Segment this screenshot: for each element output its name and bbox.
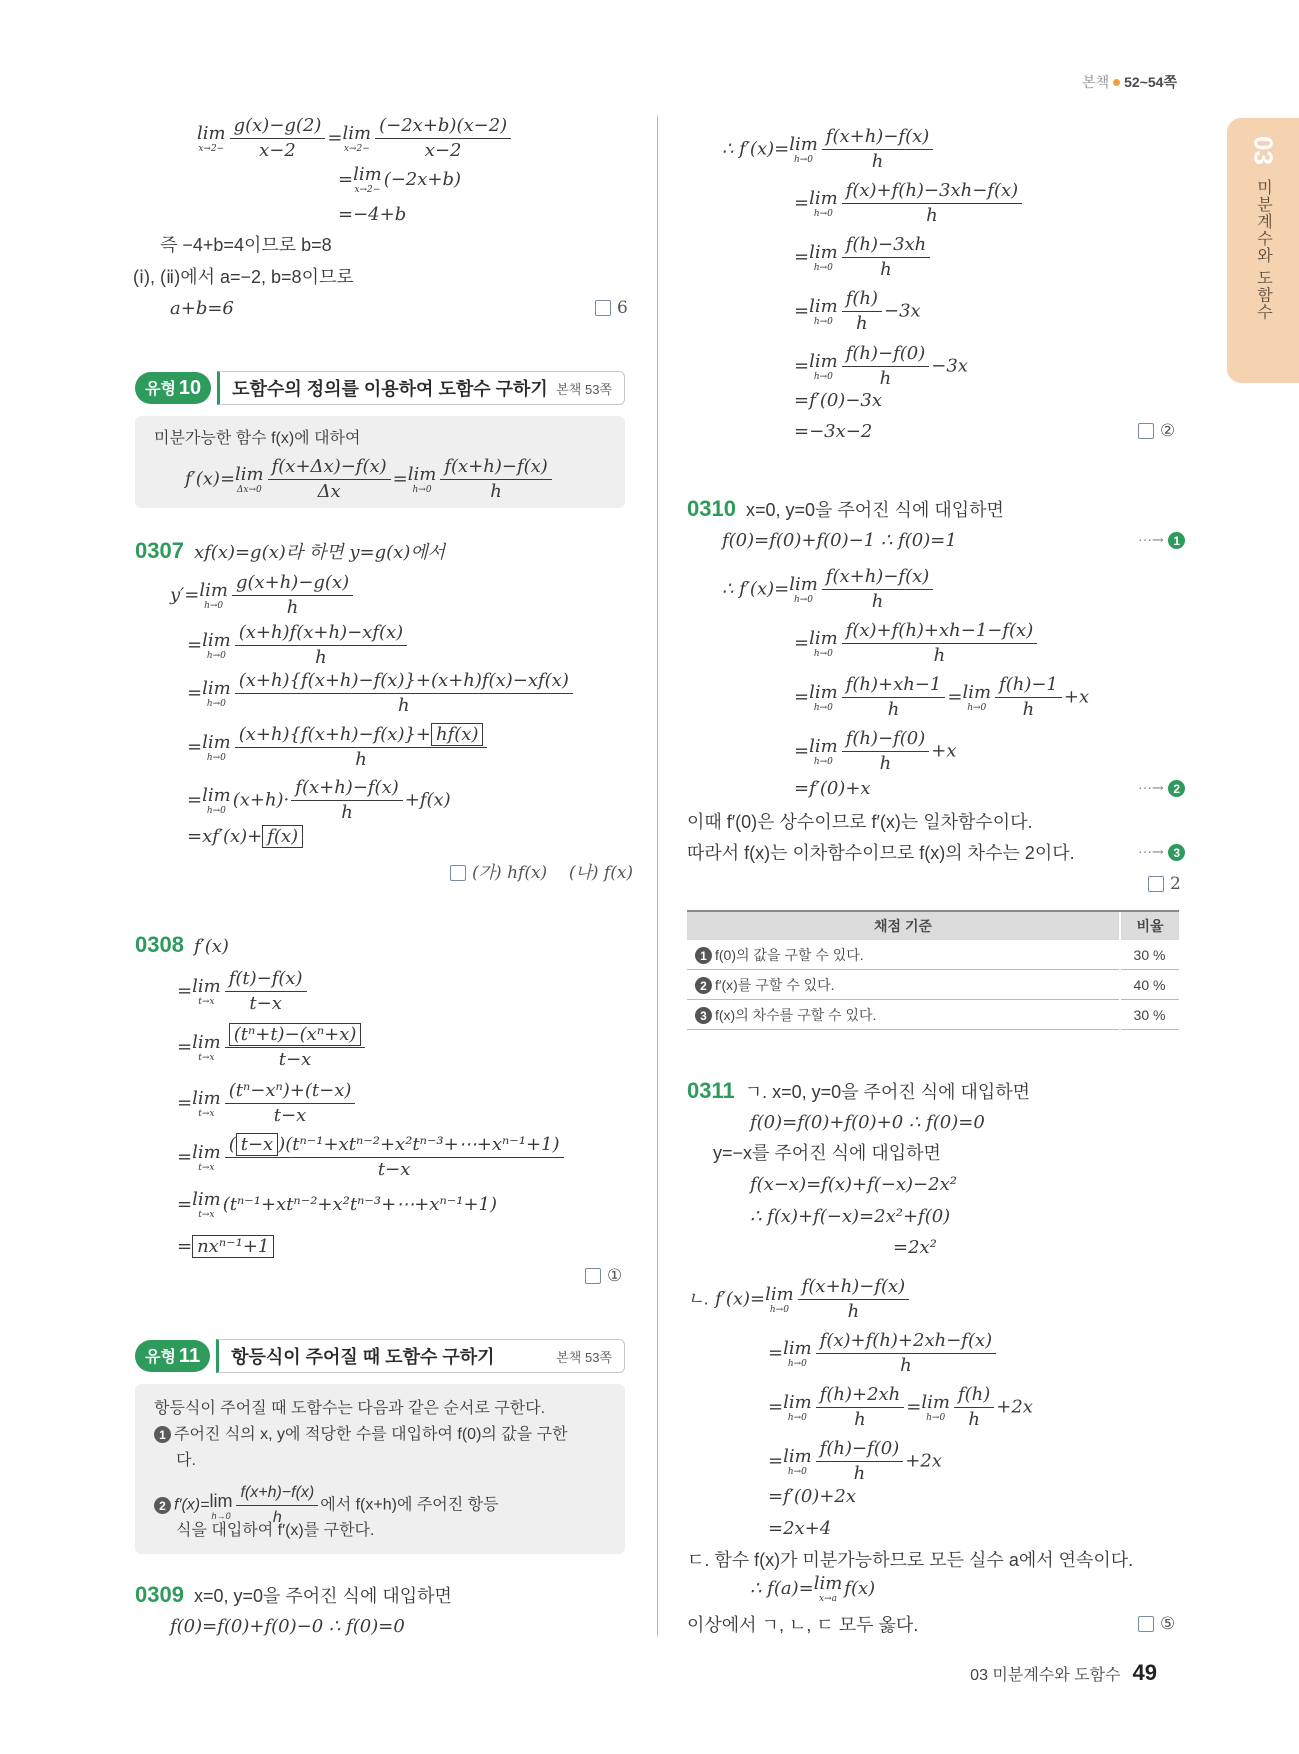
math-line: = lim t→x $\frac{\text{(tⁿ+t)−(xⁿ+x)}}{t-x}$ xyxy=(177,1024,367,1071)
table-row xyxy=(687,940,1179,970)
problem-intro: ㄱ. x=0, y=0을 주어진 식에 대입하면 xyxy=(744,1082,1031,1102)
math-line: = lim t→x $\frac{\text{(tⁿ−xⁿ)+(t−x)}}{t-x}$ xyxy=(177,1080,357,1127)
answer xyxy=(585,1266,622,1286)
type-badge: 유형 11 xyxy=(135,1340,210,1372)
math-line: ㄴ. f′(x)= lim h→0 $\frac{f(x+h)-f(x)}{h}$ xyxy=(687,1276,911,1323)
text-line: y=−x를 주어진 식에 대입하면 xyxy=(713,1143,941,1163)
math-line: = lim h→0 $\frac{f(h)-3xh}{h}$ xyxy=(794,234,932,281)
chapter-tab xyxy=(1227,118,1299,383)
math-line: f(x−x)=f(x)+f(−x)−2x² xyxy=(750,1174,957,1195)
problem-number: 0307 xyxy=(135,538,184,563)
math-line: a+b=6 xyxy=(170,298,234,319)
type-title: 항등식이 주어질 때 도함수 구하기 xyxy=(231,1347,495,1367)
math-line: ∴ f(x)+f(−x)=2x²+f(0) xyxy=(750,1206,951,1227)
problem-0307 xyxy=(135,540,445,564)
text-line: 이상에서 ㄱ, ㄴ, ㄷ 모두 옳다. xyxy=(687,1615,919,1635)
text-line: ㄷ. 함수 f(x)가 미분가능하므로 모든 실수 a에서 연속이다. xyxy=(687,1550,1134,1570)
math-line: =xf′(x)+ f(x) xyxy=(187,826,303,848)
math-line: = nxⁿ⁻¹+1 xyxy=(177,1236,274,1258)
criteria-cell: 3 f(x)의 차수를 구할 수 있다. xyxy=(687,1000,1120,1030)
math-line: f(0)=f(0)+f(0)−0 ∴ f(0)=0 xyxy=(170,1616,405,1637)
problem-0309 xyxy=(135,1584,452,1608)
concept-text: 다. xyxy=(176,1452,196,1469)
problem-number: 0308 xyxy=(135,932,184,957)
type-title-box xyxy=(217,371,625,405)
math-line: =−4+b xyxy=(338,204,407,225)
math-line: ∴ f′(x)= lim h→0 $\frac{f(x+h)-f(x)}{h}$ xyxy=(722,566,935,613)
math-line: f(0)=f(0)+f(0)+0 ∴ f(0)=0 xyxy=(750,1112,985,1133)
math-line: y′= lim h→0 $\frac{g(x+h)-g(x)}{h}$ xyxy=(170,572,355,619)
problem-number: 0311 xyxy=(687,1078,735,1103)
page-footer xyxy=(970,1660,1157,1686)
text-line: 이때 f′(0)은 상수이므로 f′(x)는 일차함수이다. xyxy=(687,812,1033,832)
math-line: = lim h→0 (x+h)· $\frac{f(x+h)-f(x)}{h}$ +f(x) xyxy=(187,777,451,823)
book-label: 본책 xyxy=(1082,74,1110,90)
math-line: lim x→2− $\frac{g(x)-g(2)}{x-2}$ = lim x→2− $\frac{(-2x+b)(x-2)}{x-2}$ xyxy=(197,115,513,162)
type-ref: 본책 53쪽 xyxy=(556,381,612,397)
math-line: =−3x−2 xyxy=(794,421,873,442)
type-badge: 유형 10 xyxy=(135,372,211,404)
step-mark: ⋯→ 3 xyxy=(1138,844,1188,861)
page-number: 49 xyxy=(1132,1660,1157,1685)
table-header-ratio: 비율 xyxy=(1120,911,1179,940)
math-line: f′(x)= lim Δx→0 $\frac{f(x+\Delta x)-f(x)}{\Delta x}$ = lim h→0 $\frac{f(x+h)-f(x)}{h}$ xyxy=(185,456,554,503)
answer xyxy=(595,298,628,318)
math-line: = lim h→0 $\frac{f(h)-f(0)}{h}$ +2x xyxy=(768,1438,942,1484)
math-line: f(0)=f(0)+f(0)−1 ∴ f(0)=1 xyxy=(722,530,957,551)
text-line: 따라서 f(x)는 이차함수이므로 f(x)의 차수는 2이다. xyxy=(687,843,1075,863)
answer xyxy=(1138,421,1175,441)
math-line: =2x+4 xyxy=(768,1518,832,1539)
problem-0310 xyxy=(687,498,1004,522)
problem-intro: x=0, y=0을 주어진 식에 대입하면 xyxy=(745,500,1004,520)
problem-intro: f′(x) xyxy=(193,936,229,957)
ratio-cell: 30 % xyxy=(1120,940,1179,970)
type-ref: 본책 53쪽 xyxy=(556,1349,612,1365)
math-line: = lim t→x $\frac{f(t)-f(x)}{t-x}$ xyxy=(177,968,309,1015)
answer-value: ② xyxy=(1160,421,1176,441)
concept-text: 미분가능한 함수 f(x)에 대하여 xyxy=(154,430,361,447)
type-title-box xyxy=(216,1339,625,1373)
concept-step-1: 1 주어진 식의 x, y에 적당한 수를 대입하여 f(0)의 값을 구한 xyxy=(154,1424,568,1446)
answer-value: 6 xyxy=(617,298,628,318)
grading-table xyxy=(687,910,1179,1030)
column-divider xyxy=(657,116,658,1636)
math-line: = lim t→x $\frac{\text{( t−x )(tⁿ⁻¹+xtⁿ⁻²+x²tⁿ⁻³+⋯+xⁿ⁻¹+1)}}{t-x}$ xyxy=(177,1134,566,1181)
answer-value: ⑤ xyxy=(1160,1614,1176,1634)
page-header xyxy=(1082,72,1177,92)
problem-number: 0309 xyxy=(135,1582,184,1607)
answer-icon xyxy=(1138,1616,1154,1632)
math-line: = lim h→0 $\frac{f(x)+f(h)+xh-1-f(x)}{h}$ xyxy=(794,620,1039,667)
step-mark: ⋯→ 2 xyxy=(1138,780,1188,797)
math-line: =2x² xyxy=(893,1237,937,1258)
math-line: = lim h→0 $\frac{f(h)+2xh}{h}$ = lim h→0 $\frac{f(h)}{h}$ +2x xyxy=(768,1384,1033,1430)
dot-icon xyxy=(1113,79,1120,86)
math-line: ∴ f′(x)= lim h→0 $\frac{f(x+h)-f(x)}{h}$ xyxy=(722,126,935,173)
table-row xyxy=(687,970,1179,1000)
answer-value: ① xyxy=(607,1266,623,1286)
ratio-cell: 30 % xyxy=(1120,1000,1179,1030)
concept-text: 식을 대입하여 f′(x)를 구한다. xyxy=(176,1522,375,1539)
answer: (가) hf(x) (나) f(x) xyxy=(450,858,633,883)
math-line: ∴ f(a)= lim x→a f(x) xyxy=(750,1573,876,1604)
table-header-criteria: 채점 기준 xyxy=(687,911,1120,940)
math-line: = lim x→2− (−2x+b) xyxy=(338,164,462,195)
type-header xyxy=(135,370,625,406)
problem-number: 0310 xyxy=(687,496,736,521)
answer-icon xyxy=(1138,423,1154,439)
footer-chapter: 03 미분계수와 도함수 xyxy=(970,1667,1121,1684)
type-title: 도함수의 정의를 이용하여 도함수 구하기 xyxy=(232,379,548,399)
answer-icon xyxy=(1148,876,1164,892)
chapter-title: 미분계수와 도함수 xyxy=(1254,178,1272,321)
math-line: = lim h→0 $\frac{(x+h)\{f(x+h)-f(x)\}+(x+h)f(x)-xf(x)}{h}$ xyxy=(187,670,575,717)
table-row xyxy=(687,1000,1179,1030)
problem-0308 xyxy=(135,934,229,958)
criteria-cell: 2 f′(x)를 구할 수 있다. xyxy=(687,970,1120,1000)
math-line: = lim h→0 $\frac{f(h)-f(0)}{h}$ −3x xyxy=(794,343,968,389)
answer xyxy=(1138,1614,1175,1634)
math-line: = lim h→0 $\frac{f(h)-f(0)}{h}$ +x xyxy=(794,728,957,774)
answer xyxy=(1148,874,1181,894)
problem-intro: xf(x)=g(x)라 하면 y=g(x)에서 xyxy=(193,542,446,563)
math-line: = lim h→0 $\frac{f(h)}{h}$ −3x xyxy=(794,288,921,334)
math-line: =f′(0)−3x xyxy=(794,390,883,411)
text-line: 즉 −4+b=4이므로 b=8 xyxy=(160,235,332,255)
math-line: = lim h→0 $\frac{f(h)+xh-1}{h}$ = lim h→0 $\frac{f(h)-1}{h}$ +x xyxy=(794,674,1090,720)
math-line: = lim h→0 $\frac{(x+h)\{f(x+h)-f(x)\}+ hf(x)}{h}$ xyxy=(187,724,489,771)
problem-intro: x=0, y=0을 주어진 식에 대입하면 xyxy=(193,1586,452,1606)
ratio-cell: 40 % xyxy=(1120,970,1179,1000)
concept-text: 항등식이 주어질 때 도함수는 다음과 같은 순서로 구한다. xyxy=(154,1400,546,1417)
math-line: =f′(0)+2x xyxy=(768,1486,857,1507)
step-mark: ⋯→ 1 xyxy=(1138,532,1188,549)
math-line: = lim h→0 $\frac{f(x)+f(h)+2xh-f(x)}{h}$ xyxy=(768,1330,998,1377)
answer-icon xyxy=(585,1268,601,1284)
text-line: (ⅰ), (ⅱ)에서 a=−2, b=8이므로 xyxy=(133,267,354,287)
problem-0311 xyxy=(687,1080,1030,1104)
math-line: = lim t→x (tⁿ⁻¹+xtⁿ⁻²+x²tⁿ⁻³+⋯+xⁿ⁻¹+1) xyxy=(177,1189,498,1220)
concept-step-2: 2 f′(x)= lim h→0 $\frac{f(x+h)-f(x)}{h}$ 에서 f(x+h)에 주어진 항등 xyxy=(154,1482,499,1529)
criteria-cell: 1 f(0)의 값을 구할 수 있다. xyxy=(687,940,1120,970)
math-line: = lim h→0 $\frac{f(x)+f(h)-3xh-f(x)}{h}$ xyxy=(794,180,1024,227)
chapter-number: 03 xyxy=(1248,136,1279,165)
math-line: =f′(0)+x xyxy=(794,778,871,799)
answer-icon xyxy=(595,300,611,316)
math-line: = lim h→0 $\frac{(x+h)f(x+h)-xf(x)}{h}$ xyxy=(187,622,409,669)
page-range: 52~54쪽 xyxy=(1124,74,1177,90)
type-header xyxy=(135,1338,625,1374)
answer-value: 2 xyxy=(1170,874,1181,894)
answer-icon xyxy=(450,865,466,881)
